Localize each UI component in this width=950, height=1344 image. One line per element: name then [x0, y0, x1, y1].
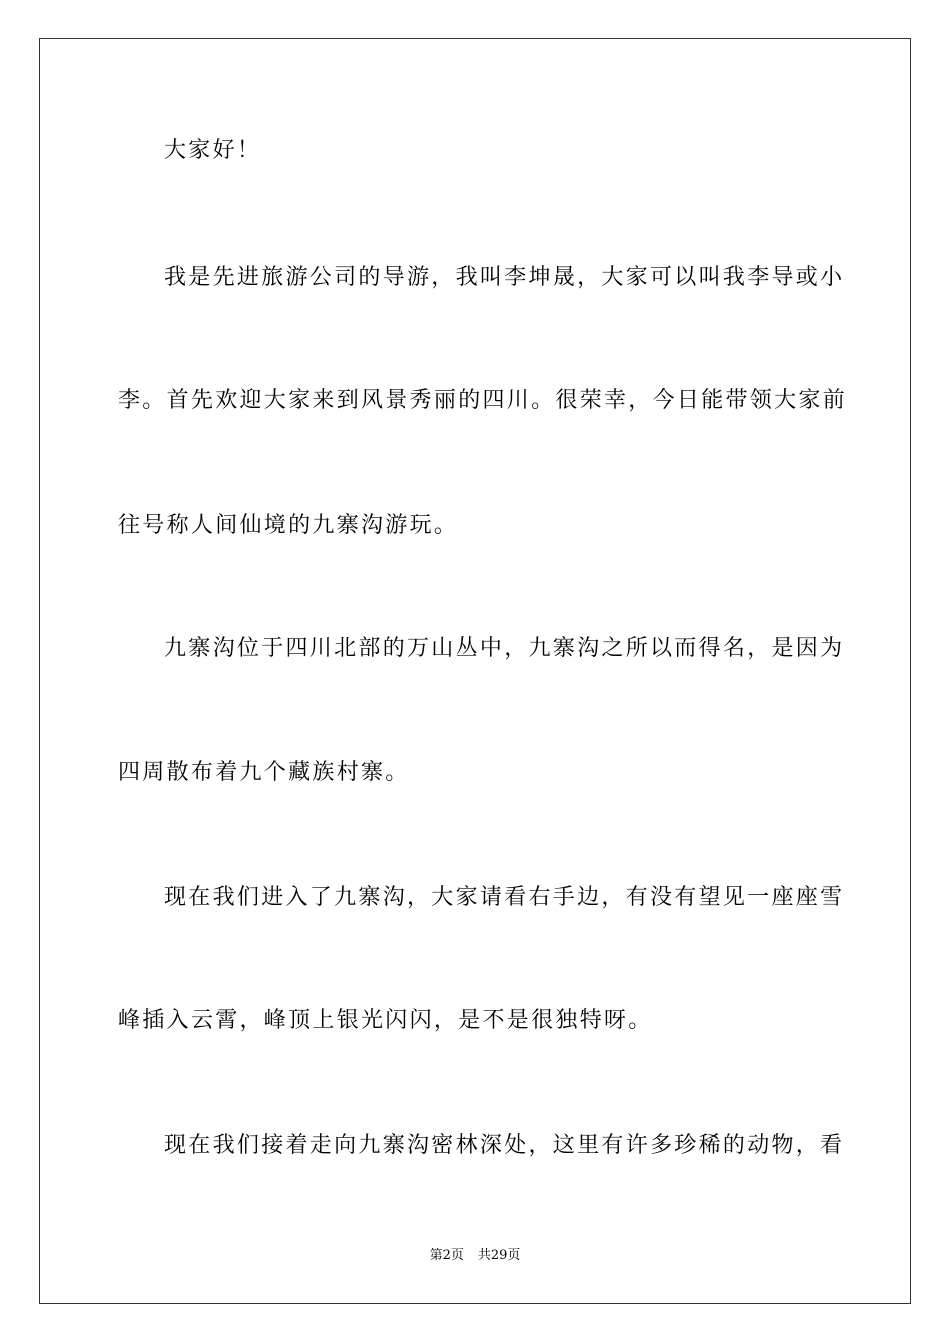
text-line: 峰插入云霄，峰顶上银光闪闪，是不是很独特呀。 — [118, 1008, 653, 1033]
page-footer — [0, 1247, 950, 1265]
current-page-number: 第2页 — [429, 1248, 464, 1263]
text-line: 现在我们接着走向九寨沟密林深处，这里有许多珍稀的动物，看 — [164, 1133, 845, 1158]
text-line: 我是先进旅游公司的导游，我叫李坤晟，大家可以叫我李导或小 — [164, 265, 845, 290]
text-line: 李。首先欢迎大家来到风景秀丽的四川。很荣幸，今日能带领大家前 — [118, 388, 848, 413]
text-line-greeting: 大家好！ — [164, 138, 262, 163]
page-border — [39, 38, 911, 1304]
text-line: 现在我们进入了九寨沟，大家请看右手边，有没有望见一座座雪 — [164, 885, 845, 910]
text-line: 四周散布着九个藏族村寨。 — [118, 760, 410, 785]
total-page-count: 共29页 — [477, 1248, 521, 1263]
text-line: 往号称人间仙境的九寨沟游玩。 — [118, 513, 459, 538]
text-line: 九寨沟位于四川北部的万山丛中，九寨沟之所以而得名，是因为 — [164, 636, 845, 661]
